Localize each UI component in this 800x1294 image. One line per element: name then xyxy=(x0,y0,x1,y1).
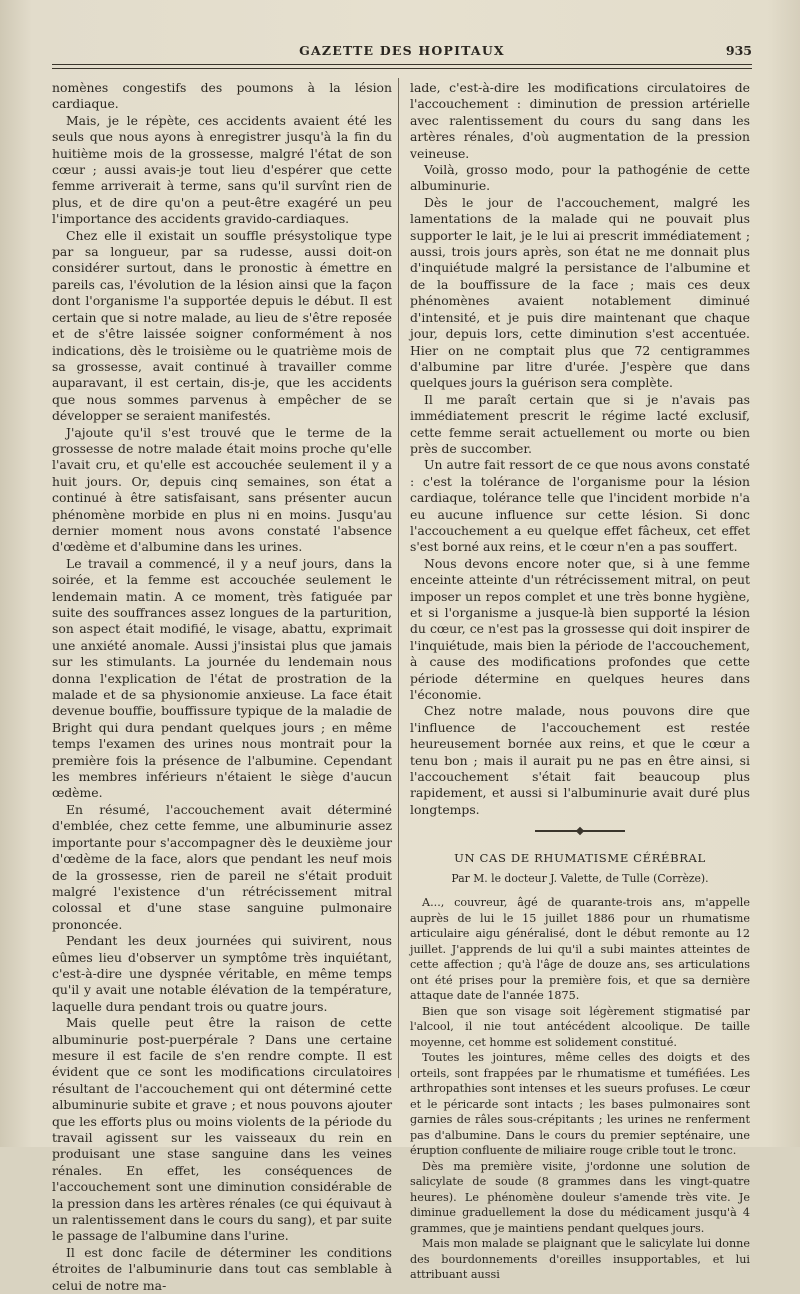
paragraph: Chez elle il existait un souffle présystolique type par sa longueur, par sa rudesse, aussi doit-on considérer surtout, dans le pronostic à émettre en pareils cas, l'évolution de la lésion ainsi que la façon dont l'organisme l'a supportée depuis le début. Il est certain que si notre malade, au lieu de s'être reposée et de s'être laissée soigner conformément à nos indications, dès le troisième ou le quatrième mois de sa grossesse, avait continué à travailler comme auparavant, il est certain, dis-je, que les accidents que nous sommes parvenus à empêcher de se développer se seraient manifestés. xyxy=(52,227,392,424)
paragraph: Pendant les deux journées qui suivirent, nous eûmes lieu d'observer un symptôme très inquiétant, c'est-à-dire une dyspnée véritable, en même temps qu'il y avait une notable élévation de la température, laquelle dura pendant trois ou quatre jours. xyxy=(52,933,392,1014)
page-number: 935 xyxy=(725,43,752,58)
header-rule xyxy=(52,64,752,69)
paragraph: Dès ma première visite, j'ordonne une solution de salicylate de soude (8 grammes dans les vingt-quatre heures). Le phénomène douleur s'amende très vite. Je diminue graduellement la dose du médicament jusqu'à 4 grammes, que je maintiens pendant quelques jours. xyxy=(410,1159,750,1235)
paragraph: Toutes les jointures, même celles des doigts et des orteils, sont frappées par le rhumatisme et tuméfiées. Les arthropathies sont intenses et les sueurs profuses. Le cœur et le péricarde sont intacts ; les bases pulmonaires sont garnies de râles sous-crépitants ; les urines ne renferment pas d'albumine. Dans le cours du premier septénaire, une éruption confluente de miliaire rouge crible tout le tronc. xyxy=(410,1051,750,1158)
article-body xyxy=(410,895,750,1283)
page-header xyxy=(52,40,752,60)
paragraph: Voilà, grosso modo, pour la pathogénie de cette albuminurie. xyxy=(410,162,750,194)
journal-title: GAZETTE DES HOPITAUX xyxy=(299,43,505,58)
paragraph: Bien que son visage soit légèrement stigmatisé par l'alcool, il nie tout antécédent alcoolique. De taille moyenne, cet homme est solidement constitué. xyxy=(410,1004,750,1049)
paragraph: Il me paraît certain que si je n'avais pas immédiatement prescrit le régime lacté exclusif, cette femme serait actuellement ou morte ou bien près de succomber. xyxy=(410,391,750,456)
paragraph: En résumé, l'accouchement avait déterminé d'emblée, chez cette femme, une albuminurie assez importante pour s'accompagner dès le deuxième jour d'œdème de la face, alors que pendant les neuf mois de la grossesse, rien de pareil ne s'était produit malgré l'existence d'un rétrécissement mitral colossal et d'une stase sanguine pulmonaire prononcée. xyxy=(52,801,392,932)
paragraph: Mais mon malade se plaignant que le salicylate lui donne des bourdonnements d'oreilles insupportables, et lui attribuant aussi xyxy=(410,1237,750,1282)
column-divider xyxy=(398,78,399,1078)
paragraph: Un autre fait ressort de ce que nous avons constaté : c'est la tolérance de l'organisme pour la lésion cardiaque, tolérance telle que l'incident morbide n'a eu aucune influence sur cette lésion. Si donc l'accouchement a eu quelque effet fâcheux, cet effet s'est borné aux reins, et le cœur n'en a pas souffert. xyxy=(410,457,750,555)
paragraph: Il est donc facile de déterminer les conditions étroites de l'albuminurie dans tout cas semblable à celui de notre ma- xyxy=(52,1244,392,1293)
paragraph: lade, c'est-à-dire les modifications circulatoires de l'accouchement : diminution de pression artérielle avec ralentissement du cours du sang dans les artères rénales, d'où augmentation de la pression veineuse. xyxy=(410,80,750,161)
paragraph: A..., couvreur, âgé de quarante-trois ans, m'appelle auprès de lui le 15 juillet 1886 pour un rhumatisme articulaire aigu généralisé, dont le début remonte au 12 juillet. J'apprends de lui qu'il a subi maintes atteintes de cette affection ; qu'à l'âge de douze ans, ses articulations ont été prises pour la première fois, et que sa dernière attaque date de l'année 1875. xyxy=(410,896,750,1003)
paragraph: J'ajoute qu'il s'est trouvé que le terme de la grossesse de notre malade était moins proche qu'elle l'avait cru, et qu'elle est accouchée seulement il y a huit jours. Or, depuis cinq semaines, son état a continué à être satisfaisant, sans présenter aucun phénomène morbide en plus ni en moins. Jusqu'au dernier moment nous avons constaté l'absence d'œdème et d'albumine dans les urines. xyxy=(52,424,392,555)
left-column xyxy=(52,80,392,1294)
section-separator xyxy=(535,830,625,832)
article-title: UN CAS DE RHUMATISME CÉRÉBRAL xyxy=(454,851,706,866)
article-byline: Par M. le docteur J. Valette, de Tulle (Corrèze). xyxy=(451,871,709,885)
paragraph: nomènes congestifs des poumons à la lésion cardiaque. xyxy=(52,80,392,112)
paragraph: Nous devons encore noter que, si à une femme enceinte atteinte d'un rétrécissement mitral, on peut imposer un repos complet et une très bonne hygiène, et si l'organisme a jusque-là bien supporté la lésion du cœur, ce n'est pas la grossesse qui doit inspirer de l'inquiétude, mais bien la période de l'accouchement, à cause des modifications profondes que cette période détermine en quelques heures dans l'économie. xyxy=(410,555,750,703)
paragraph: Mais, je le répète, ces accidents avaient été les seuls que nous ayons à enregistrer jusqu'à la fin du huitième mois de la grossesse, malgré l'état de son cœur ; aussi avais-je tout lieu d'espérer que cette femme arriverait à terme, sans qu'il survînt rien de plus, et de dire qu'on a peut-être exagéré un peu l'importance des accidents gravido-cardiaques. xyxy=(52,112,392,227)
paragraph: Le travail a commencé, il y a neuf jours, dans la soirée, et la femme est accouchée seulement le lendemain matin. A ce moment, très fatiguée par suite des souffrances assez longues de la parturition, son aspect était modifié, le visage, abattu, exprimait une anxiété anomale. Aussi j'insistai plus que jamais sur les stimulants. La journée du lendemain nous donna l'explication de l'état de prostration de la malade et de sa physionomie anxieuse. La face était devenue bouffie, bouffissure typique de la maladie de Bright qui dura pendant quelques jours ; en même temps l'examen des urines nous montrait pour la première fois la présence de l'albumine. Cependant les membres inférieurs n'étaient le siège d'aucun œdème. xyxy=(52,555,392,801)
right-column xyxy=(410,80,750,1283)
paragraph: Dès le jour de l'accouchement, malgré les lamentations de la malade qui ne pouvait plus supporter le lait, je le lui ai prescrit immédiatement ; aussi, trois jours après, son état ne me donnait plus d'inquiétude malgré la persistance de l'albumine et de la bouffissure de la face ; mais ces deux phénomènes avaient notablement diminué d'intensité, et je puis dire maintenant que chaque jour, depuis lors, cette diminution s'est accentuée. Hier on ne comptait plus que 72 centigrammes d'albumine par litre d'urée. J'espère que dans quelques jours la guérison sera complète. xyxy=(410,194,750,391)
paragraph: Chez notre malade, nous pouvons dire que l'influence de l'accouchement est restée heureusement bornée aux reins, et que le cœur a tenu bon ; mais il aurait pu ne pas en être ainsi, si l'accouchement s'était fait beaucoup plus rapidement, et aussi si l'albuminurie avait duré plus longtemps. xyxy=(410,703,750,817)
paragraph: Mais quelle peut être la raison de cette albuminurie post-puerpérale ? Dans une certaine mesure il est facile de s'en rendre compte. Il est évident que ce sont les modifications circulatoires résultant de l'accouchement qui ont déterminé cette albuminurie subite et grave ; et nous pouvons ajouter que les efforts plus ou moins violents de la période du travail agissent sur les vaisseaux du rein en produisant une stase sanguine dans les veines rénales. En effet, les conséquences de l'accouchement sont une diminution considérable de la pression dans les artères rénales (ce qui équivaut à un ralentissement dans le cours du sang), et par suite le passage de l'albumine dans l'urine. xyxy=(52,1015,392,1244)
